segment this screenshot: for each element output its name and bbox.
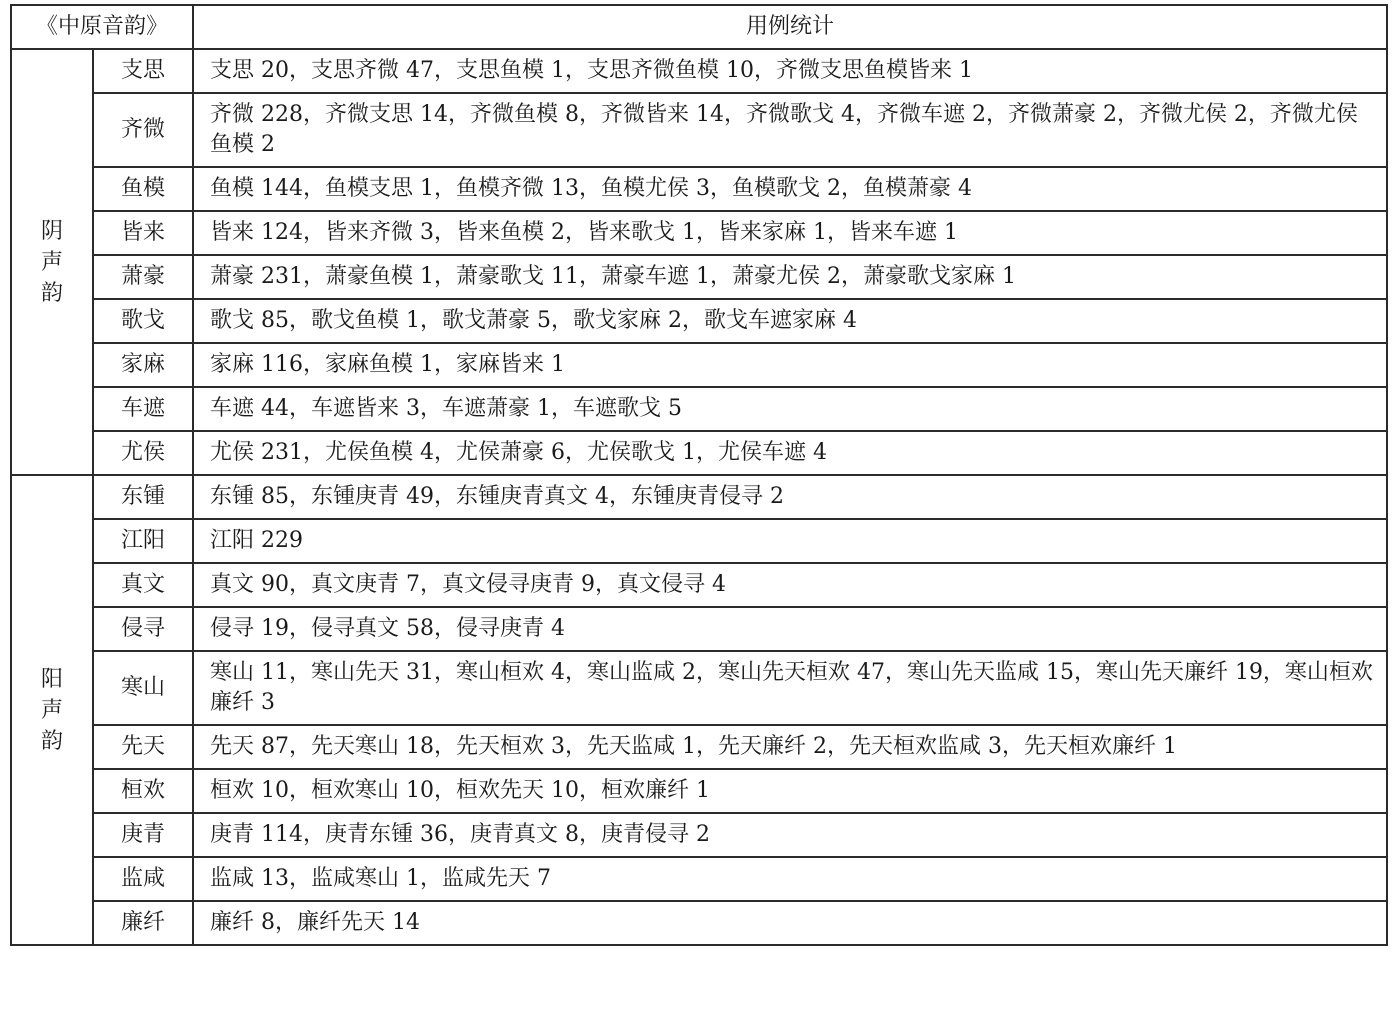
usage-stats: 先天 87，先天寒山 18，先天桓欢 3，先天监咸 1，先天廉纤 2，先天桓欢监咸 3，先天桓欢廉纤 1: [193, 725, 1387, 769]
rhyme-name: 先天: [93, 725, 193, 769]
rhyme-name: 真文: [93, 563, 193, 607]
rhyme-name: 桓欢: [93, 769, 193, 813]
usage-stats: 车遮 44，车遮皆来 3，车遮萧豪 1，车遮歌戈 5: [193, 387, 1387, 431]
rhyme-name: 鱼模: [93, 167, 193, 211]
header-row: [11, 5, 1387, 49]
table-row: [11, 813, 1387, 857]
rhyme-name: 监咸: [93, 857, 193, 901]
usage-stats: 支思 20，支思齐微 47，支思鱼模 1，支思齐微鱼模 10，齐微支思鱼模皆来 1: [193, 49, 1387, 93]
group-label-yin: 阴声韵: [11, 49, 93, 475]
table-row: [11, 519, 1387, 563]
rhyme-name: 支思: [93, 49, 193, 93]
header-rhyme-book: 《中原音韵》: [11, 5, 193, 49]
rhyme-name: 廉纤: [93, 901, 193, 945]
usage-stats: 家麻 116，家麻鱼模 1，家麻皆来 1: [193, 343, 1387, 387]
table-row: [11, 769, 1387, 813]
table-row: [11, 343, 1387, 387]
table-row: [11, 475, 1387, 519]
usage-stats: 齐微 228，齐微支思 14，齐微鱼模 8，齐微皆来 14，齐微歌戈 4，齐微车遮 2，齐微萧豪 2，齐微尤侯 2，齐微尤侯鱼模 2: [193, 93, 1387, 167]
table-row: [11, 431, 1387, 475]
rhyme-usage-table: [10, 4, 1388, 946]
table-row: [11, 857, 1387, 901]
rhyme-name: 江阳: [93, 519, 193, 563]
header-usage-stats: 用例统计: [193, 5, 1387, 49]
table-row: [11, 651, 1387, 725]
usage-stats: 江阳 229: [193, 519, 1387, 563]
table-row: [11, 255, 1387, 299]
table-row: [11, 387, 1387, 431]
table-row: [11, 563, 1387, 607]
usage-stats: 尤侯 231，尤侯鱼模 4，尤侯萧豪 6，尤侯歌戈 1，尤侯车遮 4: [193, 431, 1387, 475]
rhyme-name: 皆来: [93, 211, 193, 255]
rhyme-name: 东锺: [93, 475, 193, 519]
usage-stats: 鱼模 144，鱼模支思 1，鱼模齐微 13，鱼模尤侯 3，鱼模歌戈 2，鱼模萧豪 4: [193, 167, 1387, 211]
rhyme-name: 歌戈: [93, 299, 193, 343]
usage-stats: 皆来 124，皆来齐微 3，皆来鱼模 2，皆来歌戈 1，皆来家麻 1，皆来车遮 1: [193, 211, 1387, 255]
table-row: [11, 299, 1387, 343]
rhyme-name: 寒山: [93, 651, 193, 725]
usage-stats: 监咸 13，监咸寒山 1，监咸先天 7: [193, 857, 1387, 901]
rhyme-name: 庚青: [93, 813, 193, 857]
usage-stats: 东锺 85，东锺庚青 49，东锺庚青真文 4，东锺庚青侵寻 2: [193, 475, 1387, 519]
usage-stats: 萧豪 231，萧豪鱼模 1，萧豪歌戈 11，萧豪车遮 1，萧豪尤侯 2，萧豪歌戈家麻 1: [193, 255, 1387, 299]
table-row: [11, 211, 1387, 255]
usage-stats: 寒山 11，寒山先天 31，寒山桓欢 4，寒山监咸 2，寒山先天桓欢 47，寒山先天监咸 15，寒山先天廉纤 19，寒山桓欢廉纤 3: [193, 651, 1387, 725]
table-row: [11, 49, 1387, 93]
table-row: [11, 607, 1387, 651]
usage-stats: 庚青 114，庚青东锺 36，庚青真文 8，庚青侵寻 2: [193, 813, 1387, 857]
rhyme-name: 侵寻: [93, 607, 193, 651]
table-row: [11, 901, 1387, 945]
usage-stats: 真文 90，真文庚青 7，真文侵寻庚青 9，真文侵寻 4: [193, 563, 1387, 607]
rhyme-name: 尤侯: [93, 431, 193, 475]
usage-stats: 侵寻 19，侵寻真文 58，侵寻庚青 4: [193, 607, 1387, 651]
rhyme-name: 齐微: [93, 93, 193, 167]
usage-stats: 桓欢 10，桓欢寒山 10，桓欢先天 10，桓欢廉纤 1: [193, 769, 1387, 813]
usage-stats: 廉纤 8，廉纤先天 14: [193, 901, 1387, 945]
usage-stats: 歌戈 85，歌戈鱼模 1，歌戈萧豪 5，歌戈家麻 2，歌戈车遮家麻 4: [193, 299, 1387, 343]
rhyme-name: 车遮: [93, 387, 193, 431]
table-row: [11, 167, 1387, 211]
rhyme-name: 家麻: [93, 343, 193, 387]
table-row: [11, 93, 1387, 167]
group-label-yang: 阳声韵: [11, 475, 93, 945]
table-row: [11, 725, 1387, 769]
rhyme-name: 萧豪: [93, 255, 193, 299]
